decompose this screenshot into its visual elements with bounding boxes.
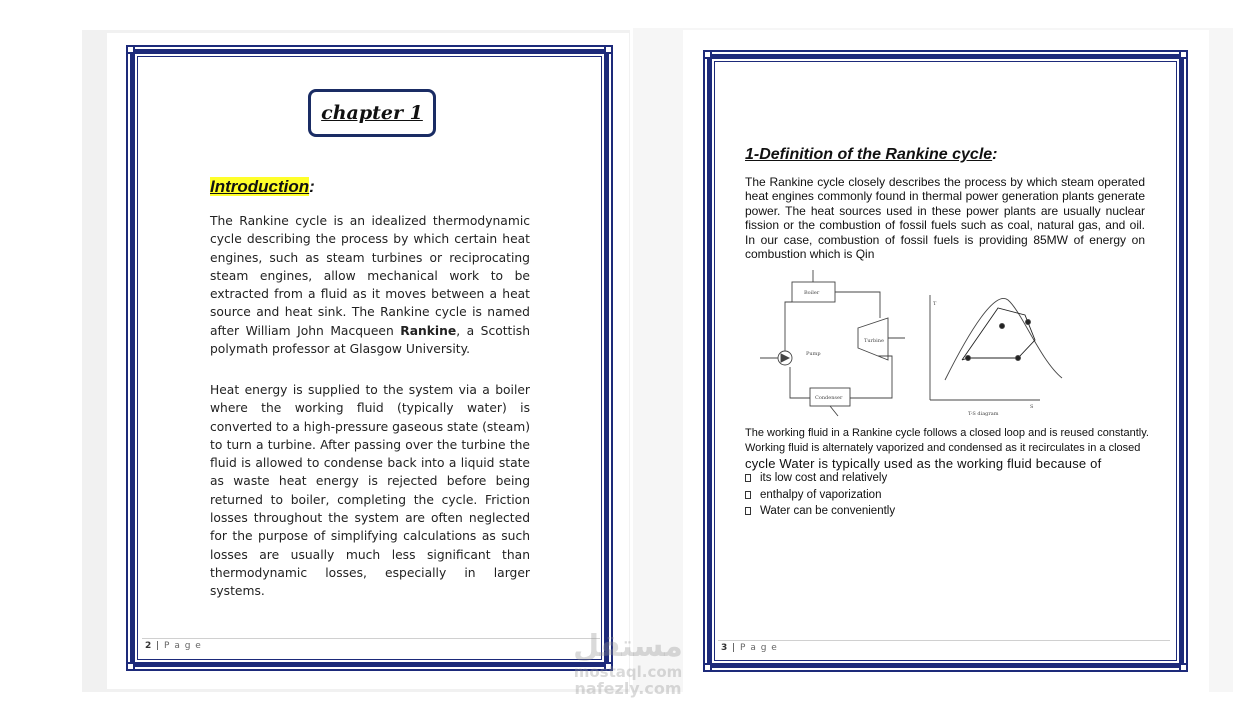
intro-paragraph-2: Heat energy is supplied to the system via a boiler where the working fluid (typically water) is converted to a high-pressure gaseous state (steam) to turn a turbine. After passing over the turbine the fluid is allowed to condense back into a liquid state as waste heat energy is rejected before being returned to boiler, completing the cycle. Friction losses throughout the system are often neglected for the purpose of simplifying calculations as such losses are usually much less significant than thermodynamic losses, especially in larger systems. [210, 383, 530, 599]
condenser-label: Condenser [815, 395, 843, 401]
working-fluid-line-2: Working fluid is alternately vaporized and condensed as it recirculates in a closed [745, 442, 1141, 454]
left-frame-corner [604, 45, 613, 54]
working-fluid-line-1: The working fluid in a Rankine cycle follows a closed loop and is reused constantly. [745, 427, 1149, 439]
definition-heading-text: 1-Definition of the Rankine cycle [745, 146, 993, 163]
para1-bold: Rankine [400, 323, 457, 338]
watermark-line-1: mostaql.com [573, 663, 683, 681]
left-frame-corner [126, 45, 135, 54]
ts-caption: T-S diagram [968, 411, 999, 417]
left-footer-divider [142, 638, 600, 639]
checkbox-icon [745, 474, 751, 482]
state-point [966, 356, 971, 361]
checkbox-icon [745, 507, 751, 515]
definition-heading-colon: : [992, 146, 998, 163]
right-page-number: 3 | P a g e [721, 643, 778, 653]
working-fluid-paragraph [745, 426, 1155, 471]
intro-heading-text: Introduction [210, 177, 310, 196]
bullet-text: its low cost and relatively [760, 472, 888, 485]
right-footer-divider [718, 640, 1170, 641]
chapter-title: chapter 1 [321, 102, 423, 124]
bullet-text: enthalpy of vaporization [760, 488, 882, 501]
bullet-item [745, 487, 895, 504]
cycle-path [962, 308, 1035, 360]
left-page-number-value: 2 [145, 641, 153, 651]
bullet-item [745, 503, 895, 520]
watermark-line-2: nafezly.com [574, 679, 682, 698]
left-page-number: 2 | P a g e [145, 641, 202, 651]
s-axis-label: S [1030, 404, 1034, 410]
right-page-label: P a g e [740, 643, 778, 653]
definition-heading [745, 146, 997, 164]
boiler-label: Boiler [804, 290, 820, 296]
bullet-item [745, 470, 895, 487]
checkbox-icon [745, 491, 751, 499]
intro-heading-colon: : [309, 177, 315, 196]
left-page-label: P a g e [164, 641, 202, 651]
condensate-line [790, 367, 810, 398]
right-frame-corner [703, 50, 712, 59]
working-fluid-line-3: cycle Water is typically used as the working fluid because of [745, 456, 1102, 471]
turbine-label: Turbine [864, 338, 884, 344]
state-point [1026, 320, 1031, 325]
pump-label: Pump [806, 351, 821, 357]
ts-diagram [930, 295, 1062, 417]
t-axis-label: T [933, 301, 937, 307]
intro-paragraph-1 [210, 212, 530, 358]
definition-paragraph: The Rankine cycle closely describes the process by which steam operated heat engines commonly found in thermal power generation plants generate power. The heat sources used in these power plants are usually nuclear fission or the combustion of fossil fuels such as coal, natural gas, and oil. In our case, combustion of fossil fuels is providing 85MW of energy on combustion which is Qin [745, 175, 1145, 262]
right-page-number-value: 3 [721, 643, 729, 653]
state-point [1016, 356, 1021, 361]
para1-text: The Rankine cycle is an idealized thermodynamic cycle describing the process by which certain heat engines, such as steam turbines or reciprocating steam engines, allow mechanical work to be extracted from a fluid as it moves between a heat source and heat sink. The Rankine cycle is named after William John Macqueen [210, 214, 530, 338]
bullet-text: Water can be conveniently [760, 505, 896, 518]
state-point [1000, 324, 1005, 329]
bullet-list [745, 470, 895, 520]
qout-arrow [830, 406, 838, 416]
chapter-title-box [308, 89, 436, 137]
rankine-cycle-diagram [740, 260, 1080, 425]
intro-heading [210, 177, 315, 197]
right-frame-corner [1179, 663, 1188, 672]
feedwater-line [785, 302, 792, 351]
exhaust-line [850, 356, 892, 398]
para1-tail: , a Scottish polymath professor at Glasgow University. [210, 323, 530, 357]
steam-line [835, 292, 880, 318]
watermark-logo [548, 630, 708, 698]
watermark-arabic: مستقل [573, 629, 683, 664]
left-frame-corner [126, 662, 135, 671]
schematic [760, 270, 905, 416]
saturation-dome [945, 298, 1062, 380]
right-frame-corner [1179, 50, 1188, 59]
